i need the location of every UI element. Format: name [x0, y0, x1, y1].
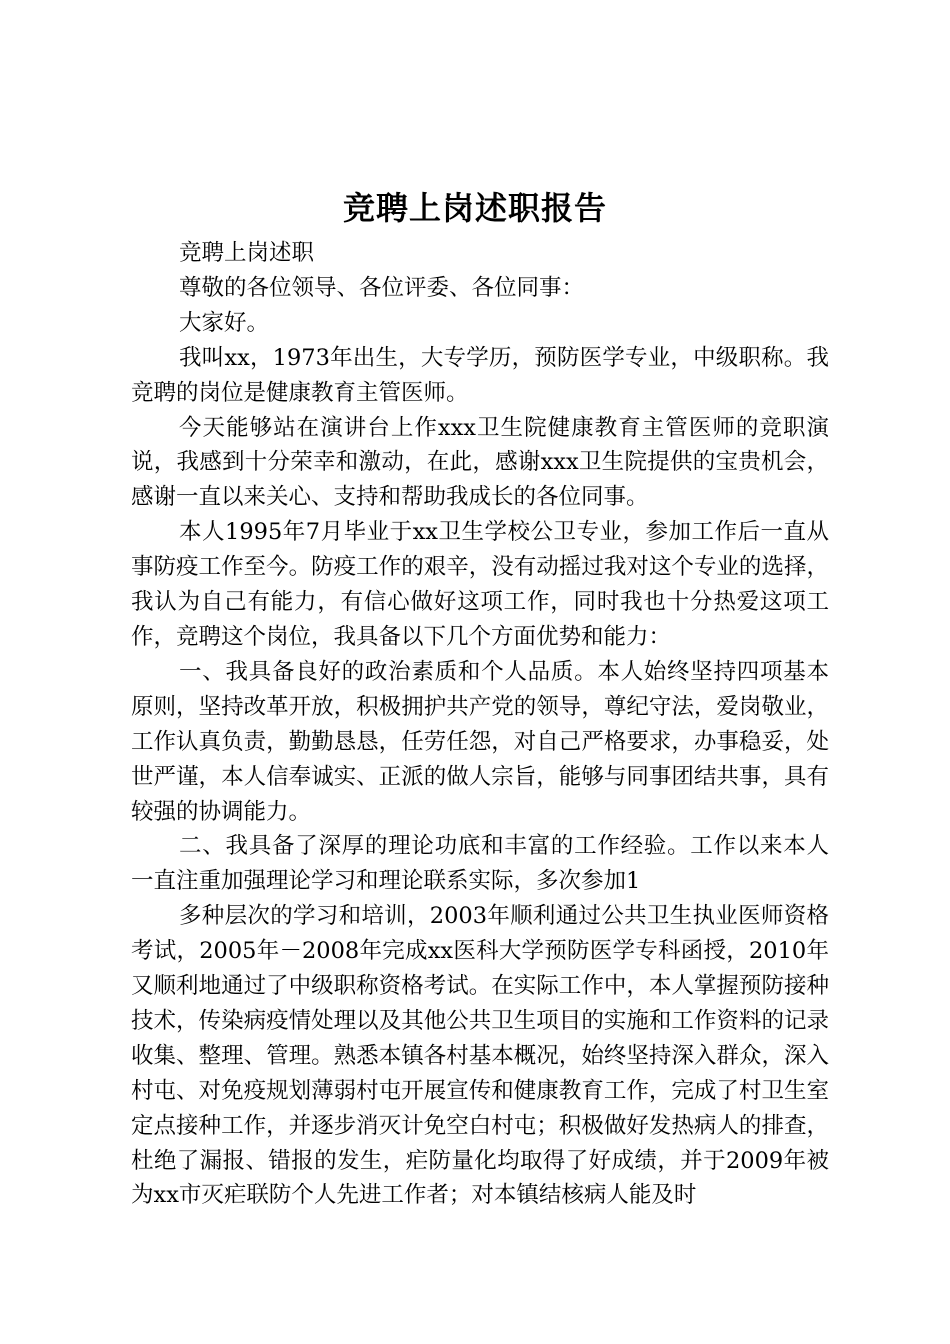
paragraph-gratitude: 今天能够站在演讲台上作xxx卫生院健康教育主管医师的竞职演说，我感到十分荣幸和激动，在此，感谢xxx卫生院提供的宝贵机会，感谢一直以来关心、支持和帮助我成长的各位同事。 — [131, 414, 829, 511]
paragraph-point-two: 二、我具备了深厚的理论功底和丰富的工作经验。工作以来本人一直注重加强理论学习和理论联系实际，多次参加1 — [131, 833, 829, 895]
document-body — [131, 236, 829, 1213]
paragraph-point-one: 一、我具备良好的政治素质和个人品质。本人始终坚持四项基本原则，坚持改革开放，积极拥护共产党的领导，尊纪守法，爱岗敬业，工作认真负责，勤勤恳恳，任劳任怨，对自己严格要求，办事稳妥，处世严谨，本人信奉诚实、正派的做人宗旨，能够与同事团结共事，具有较强的协调能力。 — [131, 658, 829, 825]
paragraph-salutation: 尊敬的各位领导、各位评委、各位同事： — [179, 274, 585, 301]
paragraph-background: 本人1995年7月毕业于xx卫生学校公卫专业，参加工作后一直从事防疫工作至今。防疫工作的艰辛，没有动摇过我对这个专业的选择，我认为自己有能力，有信心做好这项工作，同时我也十分热爱这项工作，竞聘这个岗位，我具备以下几个方面优势和能力： — [131, 519, 829, 650]
paragraph-experience: 多种层次的学习和培训，2003年顺利通过公共卫生执业医师资格考试，2005年－2008年完成xx医科大学预防医学专科函授，2010年又顺利地通过了中级职称资格考试。在实际工作中，本人掌握预防接种技术，传染病疫情处理以及其他公共卫生项目的实施和工作资料的记录收集、整理、管理。熟悉本镇各村基本概况，始终坚持深入群众，深入村屯、对免疫规划薄弱村屯开展宣传和健康教育工作，完成了村卫生室定点接种工作，并逐步消灭计免空白村屯；积极做好发热病人的排查，杜绝了漏报、错报的发生，疟防量化均取得了好成绩，并于2009年被为xx市灭疟联防个人先进工作者；对本镇结核病人能及时 — [131, 903, 829, 1209]
document-title: 竞聘上岗述职报告 — [342, 189, 607, 227]
paragraph-greeting: 大家好。 — [179, 309, 270, 336]
paragraph-self-introduction: 我叫xx，1973年出生，大专学历，预防医学专业，中级职称。我竞聘的岗位是健康教育主管医师。 — [131, 344, 829, 406]
paragraph-heading: 竞聘上岗述职 — [179, 240, 315, 266]
